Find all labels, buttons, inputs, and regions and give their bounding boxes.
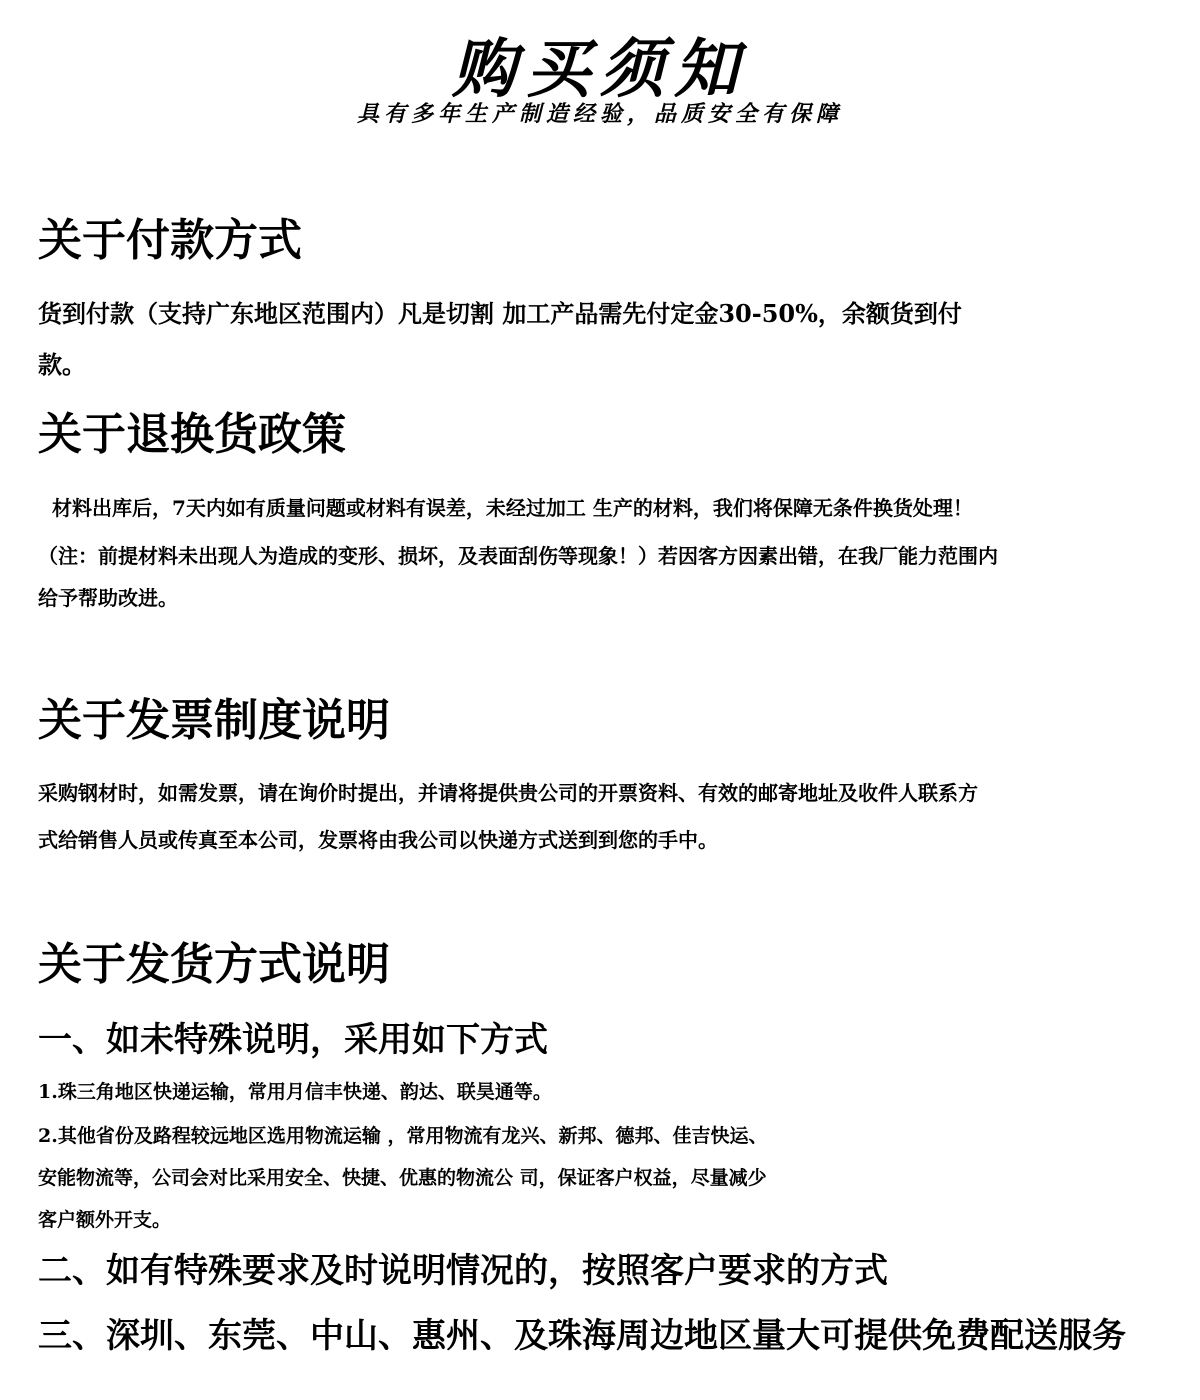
page-title: 购买须知: [452, 32, 748, 107]
payment-text-line-2: 款。: [38, 350, 86, 379]
shipping-subheading-3: 三、深圳、东莞、中山、惠州、及珠海周边地区量大可提供免费配送服务: [38, 1316, 1126, 1356]
invoice-heading: 关于发票制度说明: [38, 695, 390, 746]
shipping-item-2-line-2: 安能物流等，公司会对比采用安全、快捷、优惠的物流公 司，保证客户权益，尽量减少: [38, 1167, 767, 1189]
shipping-item-2-line-1: 2.其他省份及路程较远地区选用物流运输 ，常用物流有龙兴、新邦、德邦、佳吉快运、: [38, 1125, 768, 1147]
shipping-item-2-line-3: 客户额外开支。: [38, 1209, 172, 1231]
returns-text-line-3: 给予帮助改进。: [38, 586, 178, 610]
shipping-subheading-1: 一、如未特殊说明，采用如下方式: [38, 1020, 548, 1060]
returns-text-line-1: 材料出库后，7天内如有质量问题或材料有误差，未经过加工 生产的材料，我们将保障无条件换货处理！: [52, 496, 973, 520]
payment-heading: 关于付款方式: [38, 215, 302, 266]
shipping-item-1: 1.珠三角地区快递运输，常用月信丰快递、韵达、联昊通等。: [38, 1081, 552, 1103]
returns-heading: 关于退换货政策: [38, 409, 346, 460]
returns-text-line-2: （注：前提材料未出现人为造成的变形、损坏，及表面刮伤等现象！）若因客方因素出错，在我厂能力范围内: [38, 544, 998, 568]
payment-text-line-1: 货到付款（支持广东地区范围内）凡是切割 加工产品需先付定金30-50%，余额货到付: [38, 299, 962, 328]
shipping-subheading-2: 二、如有特殊要求及时说明情况的，按照客户要求的方式: [38, 1251, 888, 1291]
shipping-heading: 关于发货方式说明: [38, 939, 390, 990]
page-subtitle: 具有多年生产制造经验，品质安全有保障: [356, 101, 843, 127]
invoice-text-line-1: 采购钢材时，如需发票，请在询价时提出，并请将提供贵公司的开票资料、有效的邮寄地址及收件人联系方: [38, 781, 978, 805]
invoice-text-line-2: 式给销售人员或传真至本公司，发票将由我公司以快递方式送到到您的手中。: [38, 828, 718, 852]
